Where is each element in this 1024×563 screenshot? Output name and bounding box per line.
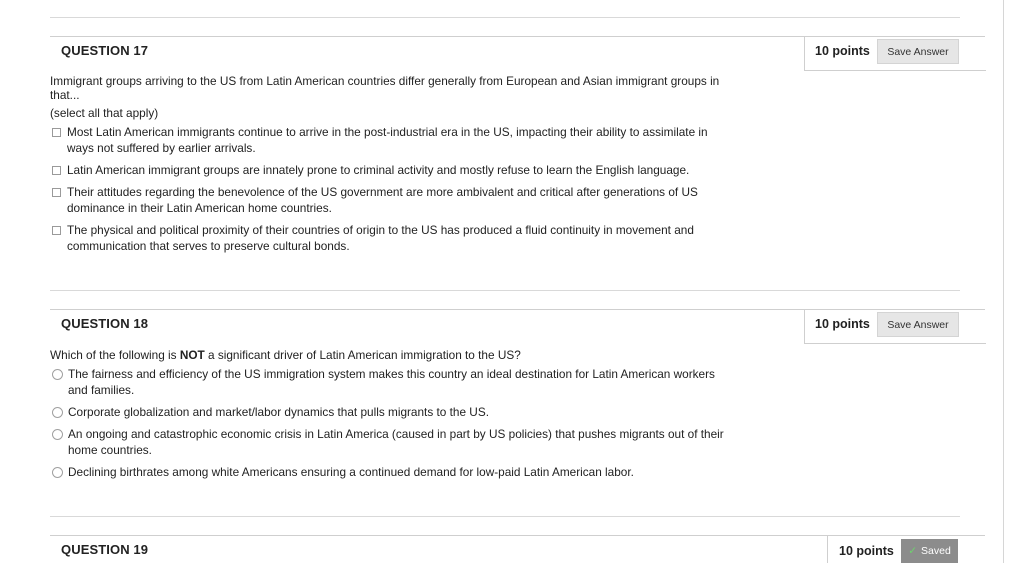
q18-option-4-line1: Declining birthrates among white Americans ensuring a continued demand for low-paid Latin American labor. (68, 465, 634, 479)
q17-instruction: (select all that apply) (50, 106, 159, 120)
q17-option-2-line1: Latin American immigrant groups are innately prone to criminal activity and mostly refuse to learn the English language. (67, 163, 690, 177)
q17-option-1-line1: Most Latin American immigrants continue to arrive in the post-industrial era in the US, impacting their ability to assimilate in (67, 125, 708, 139)
q19-saved-label: Saved (921, 545, 951, 557)
q19-points: 10 points (839, 544, 894, 558)
q18-option-1-line1: The fairness and efficiency of the US immigration system makes this country an ideal destination for Latin American workers (68, 367, 715, 381)
q18-option-1-radio[interactable] (52, 369, 63, 380)
q17-option-4-line2: communication that serves to preserve cultural bonds. (67, 239, 350, 253)
q19-points-box-edge (827, 536, 828, 563)
q17-option-4-checkbox[interactable] (52, 226, 61, 235)
q17-save-answer-button[interactable]: Save Answer (877, 39, 959, 64)
q18-title: QUESTION 18 (61, 316, 149, 331)
q17-option-3-line1: Their attitudes regarding the benevolence of the US government are more ambivalent and critical after generations of US (67, 185, 698, 199)
q18-option-2-radio[interactable] (52, 407, 63, 418)
q18-prompt-pre: Which of the following is (50, 348, 180, 362)
q18-option-3-line1: An ongoing and catastrophic economic crisis in Latin America (caused in part by US policies) that pushes migrants out of their (68, 427, 724, 441)
top-divider (50, 17, 960, 18)
q17-prompt-line1: Immigrant groups arriving to the US from Latin American countries differ generally from European and Asian immigrant groups in (50, 74, 720, 88)
q17-option-1-checkbox[interactable] (52, 128, 61, 137)
q17-option-3-checkbox[interactable] (52, 188, 61, 197)
q17-option-3-line2: dominance in their Latin American home countries. (67, 201, 332, 215)
q18-option-3-line2: home countries. (68, 443, 152, 457)
q19-header-line (50, 535, 985, 536)
q18-save-answer-button[interactable]: Save Answer (877, 312, 959, 337)
q17-title: QUESTION 17 (61, 43, 149, 58)
q19-saved-status (901, 539, 958, 563)
q18-q19-divider (50, 516, 960, 517)
q17-option-4-line1: The physical and political proximity of their countries of origin to the US has produced a fluid continuity in movement and (67, 223, 694, 237)
saved-check-icon: ✓ (908, 545, 918, 557)
q17-option-2-checkbox[interactable] (52, 166, 61, 175)
q18-option-1-line2: and families. (68, 383, 135, 397)
q18-option-4-radio[interactable] (52, 467, 63, 478)
q19-title: QUESTION 19 (61, 542, 149, 557)
page-right-border (1003, 0, 1004, 563)
q17-points: 10 points (815, 44, 870, 58)
q18-prompt-post: a significant driver of Latin American immigration to the US? (204, 348, 521, 362)
q18-option-3-radio[interactable] (52, 429, 63, 440)
q17-option-1-line2: ways not suffered by earlier arrivals. (67, 141, 256, 155)
q18-option-2-line1: Corporate globalization and market/labor dynamics that pulls migrants to the US. (68, 405, 489, 419)
q18-prompt-not: NOT (179, 348, 205, 362)
q18-points: 10 points (815, 317, 870, 331)
q17-q18-divider (50, 290, 960, 291)
q18-prompt (50, 348, 521, 362)
q17-prompt-line2: that... (50, 88, 80, 102)
